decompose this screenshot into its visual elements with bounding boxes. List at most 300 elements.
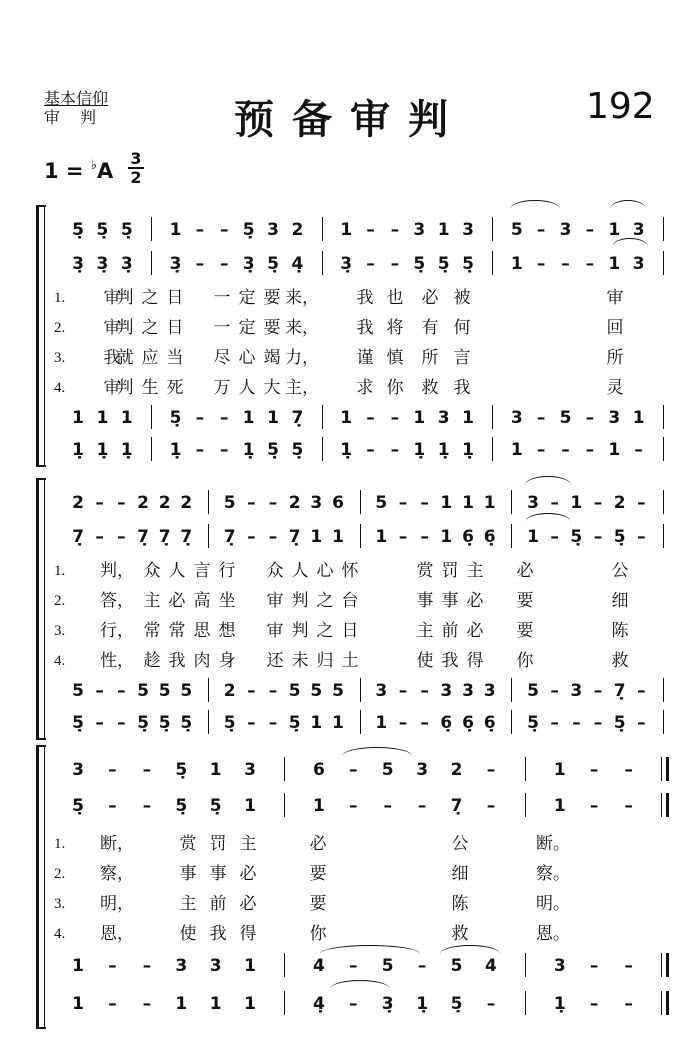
note: 3 bbox=[416, 760, 429, 780]
lyric-syllable: 来， bbox=[285, 318, 319, 337]
note: – bbox=[390, 408, 400, 428]
note: – bbox=[589, 956, 599, 976]
note: 1̣ bbox=[413, 440, 426, 460]
lyric-syllable: 公 bbox=[451, 834, 469, 853]
note: – bbox=[637, 493, 646, 513]
note: 1̣ bbox=[96, 440, 109, 460]
lyric-syllable: 身 bbox=[218, 651, 236, 670]
barline bbox=[284, 757, 285, 781]
lyric-syllable: 罚 bbox=[209, 834, 227, 853]
note: 1̣ bbox=[437, 440, 450, 460]
lyric-syllable: 判 bbox=[291, 591, 309, 610]
lyric-syllable: 使 bbox=[179, 924, 197, 943]
lyric-syllable: 万 bbox=[213, 378, 231, 397]
note: – bbox=[247, 527, 256, 547]
barline bbox=[525, 991, 526, 1015]
note: 1̣ bbox=[242, 440, 255, 460]
verse-number: 2. bbox=[54, 866, 66, 882]
lyric-syllable: 明。 bbox=[536, 894, 570, 913]
lyric-syllable: 我 bbox=[453, 378, 471, 397]
note: 3 bbox=[413, 220, 426, 240]
barline bbox=[663, 490, 664, 514]
barline bbox=[663, 678, 664, 702]
lyric-syllable: 必 bbox=[466, 591, 484, 610]
note: – bbox=[247, 713, 256, 733]
note: – bbox=[561, 440, 570, 460]
note: – bbox=[366, 220, 375, 240]
note: 3̣ bbox=[120, 254, 133, 274]
note: 7̣ bbox=[223, 527, 236, 547]
note: 5̣ bbox=[267, 440, 279, 460]
verse-number: 4. bbox=[54, 653, 66, 669]
note: 1̣ bbox=[72, 440, 84, 460]
note: – bbox=[417, 956, 427, 976]
note: 5̣ bbox=[72, 796, 84, 816]
lyric-syllable: 主 bbox=[143, 591, 161, 610]
note: 1 bbox=[375, 527, 388, 547]
lyric-syllable: 要 bbox=[309, 894, 327, 913]
lyric-syllable: 审 bbox=[266, 621, 284, 640]
barline bbox=[360, 678, 361, 702]
note: 5̣ bbox=[288, 713, 301, 733]
lyric-syllable: 必 bbox=[421, 288, 439, 307]
note: 3̣ bbox=[169, 254, 182, 274]
note: 1 bbox=[209, 760, 222, 780]
note: 1 bbox=[413, 408, 426, 428]
note: 1 bbox=[440, 527, 453, 547]
note: 3 bbox=[559, 220, 572, 240]
lyric-syllable: 人 bbox=[291, 561, 309, 580]
flat-sign: ♭ bbox=[90, 158, 97, 173]
barline bbox=[492, 405, 493, 429]
score-system bbox=[0, 478, 700, 740]
note: 1 bbox=[510, 254, 523, 274]
note: – bbox=[108, 956, 117, 976]
lyric-syllable: 要 bbox=[516, 591, 534, 610]
lyric-syllable: 行， bbox=[100, 621, 134, 640]
note: 5̣ bbox=[158, 713, 171, 733]
note: 1 bbox=[440, 493, 453, 513]
lyric-syllable: 思 bbox=[193, 621, 211, 640]
lyric-syllable: 要 bbox=[263, 318, 281, 337]
note: – bbox=[268, 493, 278, 513]
note: 5 bbox=[527, 681, 539, 701]
note: 7̣ bbox=[137, 527, 149, 547]
barline bbox=[208, 490, 209, 514]
note: 5̣ bbox=[169, 408, 182, 428]
note: – bbox=[117, 681, 126, 701]
barline bbox=[663, 524, 664, 548]
lyric-syllable: 大 bbox=[263, 378, 281, 397]
lyric-syllable: 救 bbox=[611, 651, 629, 670]
barline bbox=[525, 757, 526, 781]
lyric-syllable: 所 bbox=[606, 348, 624, 367]
note: 1 bbox=[120, 408, 133, 428]
note: – bbox=[536, 408, 546, 428]
verse-number: 3. bbox=[54, 623, 66, 639]
verse-number: 2. bbox=[54, 320, 66, 336]
time-denominator: 2 bbox=[128, 167, 144, 186]
note: 2 bbox=[180, 493, 193, 513]
lyric-syllable: 之 bbox=[141, 288, 159, 307]
note: – bbox=[95, 493, 104, 513]
note: – bbox=[417, 796, 427, 816]
lyric-syllable: 常 bbox=[143, 621, 161, 640]
barline bbox=[284, 793, 285, 817]
note: 1 bbox=[553, 796, 566, 816]
note: – bbox=[220, 440, 229, 460]
lyric-syllable: 审 bbox=[606, 288, 624, 307]
note: 1 bbox=[527, 527, 539, 547]
note: 3 bbox=[570, 681, 583, 701]
lyric-syllable: 细 bbox=[451, 864, 469, 883]
note: 6̣ bbox=[462, 713, 474, 733]
time-signature bbox=[128, 150, 144, 186]
note: 7̣ bbox=[291, 408, 304, 428]
note: – bbox=[420, 493, 429, 513]
note: – bbox=[585, 440, 595, 460]
barline bbox=[284, 991, 285, 1015]
category-label: 基本信仰 bbox=[44, 89, 109, 108]
note: – bbox=[117, 527, 126, 547]
barline bbox=[663, 437, 664, 461]
note: 3̣ bbox=[242, 254, 255, 274]
note: 3 bbox=[244, 760, 256, 780]
note: 1 bbox=[169, 220, 182, 240]
note: 5 bbox=[137, 681, 149, 701]
lyric-syllable: 必 bbox=[239, 894, 257, 913]
lyric-syllable: 言 bbox=[453, 348, 471, 367]
lyric-syllable: 事 bbox=[179, 864, 197, 883]
note: 5 bbox=[510, 220, 523, 240]
lyric-syllable: 主 bbox=[239, 834, 257, 853]
note: 5 bbox=[158, 681, 171, 701]
note: 2 bbox=[450, 760, 463, 780]
lyric-syllable: 审 bbox=[103, 378, 121, 397]
lyric-syllable: 何 bbox=[453, 318, 471, 337]
lyric-syllable: 必 bbox=[168, 591, 186, 610]
note: – bbox=[142, 956, 152, 976]
note: – bbox=[117, 713, 126, 733]
note: – bbox=[195, 220, 205, 240]
note: – bbox=[634, 440, 643, 460]
lyric-syllable: 判， bbox=[100, 561, 134, 580]
lyric-syllable: 一 bbox=[213, 288, 231, 307]
lyric-syllable: 尽 bbox=[213, 348, 231, 367]
barline bbox=[284, 953, 285, 977]
note: 1 bbox=[72, 994, 84, 1014]
lyric-syllable: 想 bbox=[218, 621, 236, 640]
lyric-syllable: 行 bbox=[218, 561, 236, 580]
lyric-syllable: 将 bbox=[386, 318, 404, 337]
lyric-syllable: 怀 bbox=[341, 561, 359, 580]
note: 5 bbox=[180, 681, 193, 701]
key-letter: A bbox=[96, 159, 114, 183]
barline bbox=[492, 437, 493, 461]
note: 3̣ bbox=[72, 254, 84, 274]
note: – bbox=[349, 994, 358, 1014]
lyric-syllable: 判 bbox=[291, 621, 309, 640]
note: 5̣ bbox=[242, 220, 255, 240]
note: 5̣ bbox=[96, 220, 109, 240]
note: 1 bbox=[267, 408, 279, 428]
lyric-syllable: 我 bbox=[103, 348, 121, 367]
note: 3 bbox=[608, 408, 621, 428]
lyric-syllable: 要 bbox=[263, 288, 281, 307]
note: – bbox=[349, 760, 358, 780]
system-bracket-line bbox=[44, 478, 45, 740]
lyric-syllable: 断， bbox=[100, 834, 134, 853]
note: – bbox=[420, 713, 429, 733]
lyric-syllable: 之 bbox=[141, 318, 159, 337]
lyric-syllable: 断。 bbox=[536, 834, 570, 853]
lyric-syllable: 也 bbox=[386, 288, 404, 307]
note: – bbox=[585, 408, 595, 428]
lyric-syllable: 定 bbox=[238, 318, 256, 337]
note: – bbox=[142, 760, 152, 780]
barline bbox=[322, 437, 323, 461]
note: 3 bbox=[267, 220, 279, 240]
lyric-syllable: 必 bbox=[309, 834, 327, 853]
note: 7̣ bbox=[72, 527, 84, 547]
note: 5 bbox=[72, 681, 84, 701]
lyric-syllable: 被 bbox=[453, 288, 471, 307]
note: 5̣ bbox=[462, 254, 474, 274]
note: – bbox=[593, 493, 603, 513]
barline bbox=[492, 217, 493, 241]
barline bbox=[525, 793, 526, 817]
note: 5̣ bbox=[72, 713, 84, 733]
system-bracket-line bbox=[44, 205, 45, 467]
note: 1̣ bbox=[169, 440, 182, 460]
note: 3 bbox=[462, 681, 474, 701]
hymn-title: 预备审判 bbox=[234, 96, 466, 143]
note: – bbox=[420, 527, 429, 547]
note: 1 bbox=[608, 220, 621, 240]
lyric-syllable: 你 bbox=[516, 651, 534, 670]
final-barline bbox=[661, 793, 669, 817]
lyric-syllable: 言 bbox=[193, 561, 211, 580]
lyric-syllable: 还 bbox=[266, 651, 284, 670]
lyric-syllable: 肉 bbox=[193, 651, 211, 670]
note: 1 bbox=[72, 408, 84, 428]
hymn-number: 192 bbox=[586, 86, 655, 127]
lyric-syllable: 之 bbox=[316, 591, 334, 610]
note: – bbox=[589, 760, 599, 780]
note: – bbox=[349, 796, 358, 816]
note: 3 bbox=[483, 681, 496, 701]
barline bbox=[511, 524, 512, 548]
note: – bbox=[366, 254, 375, 274]
note: – bbox=[95, 527, 104, 547]
note: – bbox=[536, 254, 546, 274]
barline bbox=[663, 251, 664, 275]
lyric-syllable: 日 bbox=[166, 288, 184, 307]
lyric-syllable: 来， bbox=[285, 288, 319, 307]
verse-number: 4. bbox=[54, 380, 66, 396]
note: 2 bbox=[223, 681, 236, 701]
key-prefix: 1 = bbox=[44, 159, 91, 183]
lyric-syllable: 谨 bbox=[356, 348, 374, 367]
note: 1 bbox=[510, 440, 523, 460]
verse-number: 4. bbox=[54, 926, 66, 942]
barline bbox=[492, 251, 493, 275]
note: – bbox=[108, 796, 117, 816]
note: – bbox=[268, 527, 278, 547]
lyric-syllable: 得 bbox=[466, 651, 484, 670]
note: – bbox=[550, 527, 559, 547]
note: – bbox=[550, 681, 559, 701]
barline bbox=[511, 490, 512, 514]
note: 2 bbox=[158, 493, 171, 513]
note: – bbox=[195, 440, 205, 460]
verse-number: 1. bbox=[54, 836, 66, 852]
lyric-syllable: 前 bbox=[441, 621, 459, 640]
note: – bbox=[593, 527, 603, 547]
note: – bbox=[398, 527, 408, 547]
lyric-syllable: 众 bbox=[266, 561, 284, 580]
note: 6 bbox=[312, 760, 325, 780]
note: 5 bbox=[288, 681, 301, 701]
verse-number: 1. bbox=[54, 290, 66, 306]
note: 1 bbox=[340, 220, 353, 240]
note: 7̣ bbox=[450, 796, 463, 816]
note: 5̣ bbox=[72, 220, 84, 240]
lyric-syllable: 坐 bbox=[218, 591, 236, 610]
note: – bbox=[589, 796, 599, 816]
lyric-syllable: 判 bbox=[116, 318, 134, 337]
note: 2 bbox=[72, 493, 84, 513]
note: – bbox=[383, 796, 392, 816]
lyric-syllable: 我 bbox=[356, 288, 374, 307]
slur-mark bbox=[510, 200, 560, 209]
lyric-syllable: 使 bbox=[416, 651, 434, 670]
note: 1̣ bbox=[340, 440, 353, 460]
lyric-syllable: 事 bbox=[416, 591, 434, 610]
lyric-syllable: 审 bbox=[103, 288, 121, 307]
lyric-syllable: 日 bbox=[341, 621, 359, 640]
note: 3 bbox=[632, 220, 645, 240]
barline bbox=[663, 405, 664, 429]
note: – bbox=[195, 254, 205, 274]
note: – bbox=[349, 956, 358, 976]
lyric-syllable: 得 bbox=[239, 924, 257, 943]
note: – bbox=[195, 408, 205, 428]
lyric-syllable: 人 bbox=[168, 561, 186, 580]
note: 3 bbox=[527, 493, 539, 513]
lyric-syllable: 细 bbox=[611, 591, 629, 610]
lyric-syllable: 你 bbox=[309, 924, 327, 943]
note: 2 bbox=[288, 493, 301, 513]
note: 1 bbox=[310, 527, 323, 547]
lyric-syllable: 台 bbox=[341, 591, 359, 610]
lyric-syllable: 事 bbox=[441, 591, 459, 610]
note: – bbox=[637, 681, 646, 701]
lyric-syllable: 主 bbox=[416, 621, 434, 640]
note: – bbox=[142, 994, 152, 1014]
note: 5̣ bbox=[120, 220, 133, 240]
lyric-syllable: 众 bbox=[143, 561, 161, 580]
note: – bbox=[398, 681, 408, 701]
note: – bbox=[390, 254, 400, 274]
final-barline bbox=[661, 757, 669, 781]
note: 5̣ bbox=[613, 713, 626, 733]
note: 1 bbox=[242, 408, 255, 428]
note: 4̣ bbox=[291, 254, 304, 274]
lyric-syllable: 审 bbox=[103, 318, 121, 337]
note: – bbox=[593, 713, 603, 733]
note: – bbox=[561, 254, 570, 274]
note: – bbox=[268, 681, 278, 701]
note: 3 bbox=[209, 956, 222, 976]
barline bbox=[322, 251, 323, 275]
note: 5̣ bbox=[223, 713, 236, 733]
note: – bbox=[550, 493, 559, 513]
lyric-syllable: 死 bbox=[166, 378, 184, 397]
note: 1 bbox=[608, 440, 621, 460]
note: 7̣ bbox=[288, 527, 301, 547]
note: – bbox=[486, 796, 496, 816]
note: 5̣ bbox=[413, 254, 426, 274]
lyric-syllable: 察。 bbox=[536, 864, 570, 883]
barline bbox=[511, 678, 512, 702]
lyric-syllable: 你 bbox=[386, 378, 404, 397]
lyric-syllable: 赏 bbox=[179, 834, 197, 853]
note: – bbox=[366, 440, 375, 460]
note: 5 bbox=[381, 760, 394, 780]
note: 7̣ bbox=[180, 527, 193, 547]
note: 1 bbox=[375, 713, 388, 733]
note: 5̣ bbox=[613, 527, 626, 547]
lyric-syllable: 罚 bbox=[441, 561, 459, 580]
note: – bbox=[398, 713, 408, 733]
note: 1 bbox=[632, 408, 645, 428]
score-system bbox=[0, 205, 700, 467]
note: 3 bbox=[310, 493, 323, 513]
note: 5 bbox=[381, 956, 394, 976]
note: 5 bbox=[559, 408, 572, 428]
lyric-syllable: 答， bbox=[100, 591, 134, 610]
lyric-syllable: 性， bbox=[100, 651, 134, 670]
note: 1 bbox=[244, 956, 256, 976]
note: – bbox=[624, 994, 633, 1014]
barline bbox=[208, 710, 209, 734]
lyric-syllable: 未 bbox=[291, 651, 309, 670]
barline bbox=[322, 217, 323, 241]
barline bbox=[151, 251, 152, 275]
lyric-syllable: 必 bbox=[239, 864, 257, 883]
verse-number: 3. bbox=[54, 350, 66, 366]
lyric-syllable: 日 bbox=[166, 318, 184, 337]
lyric-syllable: 陈 bbox=[451, 894, 469, 913]
key-signature bbox=[44, 158, 113, 183]
lyric-syllable: 必 bbox=[466, 621, 484, 640]
note: – bbox=[366, 408, 375, 428]
lyric-syllable: 恩， bbox=[100, 924, 134, 943]
note: 6̣ bbox=[483, 527, 496, 547]
note: – bbox=[624, 796, 633, 816]
lyric-syllable: 要 bbox=[516, 621, 534, 640]
note: 5 bbox=[310, 681, 323, 701]
note: – bbox=[390, 440, 400, 460]
note: – bbox=[624, 956, 633, 976]
note: 1 bbox=[483, 493, 496, 513]
note: – bbox=[247, 681, 256, 701]
note: 6̣ bbox=[462, 527, 474, 547]
note: – bbox=[536, 440, 546, 460]
slur-mark bbox=[610, 200, 646, 209]
note: 3 bbox=[553, 956, 566, 976]
